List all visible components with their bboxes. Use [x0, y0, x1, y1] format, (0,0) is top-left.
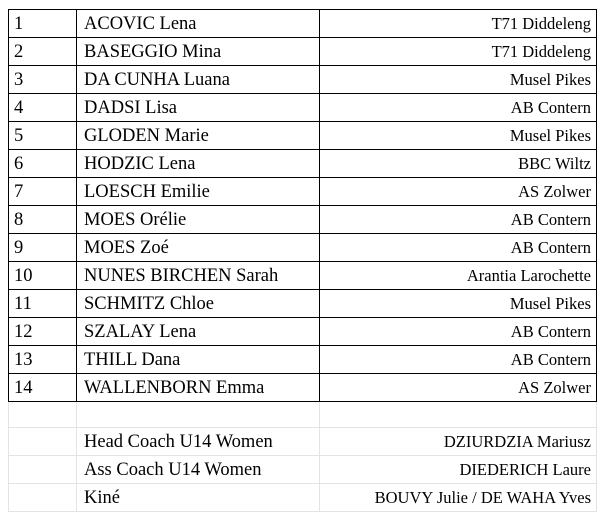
- staff-person: BOUVY Julie / DE WAHA Yves: [320, 484, 597, 512]
- table-row: [9, 178, 597, 206]
- player-club: AB Contern: [320, 206, 597, 234]
- player-number: 4: [9, 94, 77, 122]
- table-row: [9, 206, 597, 234]
- table-row: [9, 262, 597, 290]
- player-number: 10: [9, 262, 77, 290]
- player-club: T71 Diddeleng: [320, 38, 597, 66]
- table-row: [9, 150, 597, 178]
- player-club: AB Contern: [320, 94, 597, 122]
- player-name: GLODEN Marie: [77, 122, 320, 150]
- staff-row: [9, 484, 597, 512]
- player-club: AS Zolwer: [320, 374, 597, 402]
- empty-cell: [9, 484, 77, 512]
- staff-role: Kiné: [77, 484, 320, 512]
- player-number: 9: [9, 234, 77, 262]
- staff-role: Ass Coach U14 Women: [77, 456, 320, 484]
- player-club: Musel Pikes: [320, 122, 597, 150]
- player-name: THILL Dana: [77, 346, 320, 374]
- player-number: 12: [9, 318, 77, 346]
- roster-table: [8, 9, 597, 512]
- table-row: [9, 346, 597, 374]
- table-row: [9, 66, 597, 94]
- player-number: 1: [9, 10, 77, 38]
- staff-row: [9, 456, 597, 484]
- table-row: [9, 10, 597, 38]
- player-number: 11: [9, 290, 77, 318]
- player-number: 5: [9, 122, 77, 150]
- staff-person: DIEDERICH Laure: [320, 456, 597, 484]
- player-club: AS Zolwer: [320, 178, 597, 206]
- table-row: [9, 38, 597, 66]
- player-number: 7: [9, 178, 77, 206]
- player-club: Musel Pikes: [320, 66, 597, 94]
- empty-cell: [9, 456, 77, 484]
- player-number: 2: [9, 38, 77, 66]
- player-name: HODZIC Lena: [77, 150, 320, 178]
- player-name: ACOVIC Lena: [77, 10, 320, 38]
- table-row: [9, 94, 597, 122]
- player-name: MOES Orélie: [77, 206, 320, 234]
- player-name: NUNES BIRCHEN Sarah: [77, 262, 320, 290]
- table-row: [9, 234, 597, 262]
- empty-cell: [77, 402, 320, 428]
- table-row: [9, 122, 597, 150]
- staff-person: DZIURDZIA Mariusz: [320, 428, 597, 456]
- player-number: 14: [9, 374, 77, 402]
- player-name: LOESCH Emilie: [77, 178, 320, 206]
- player-club: AB Contern: [320, 234, 597, 262]
- staff-row: [9, 428, 597, 456]
- player-club: Arantia Larochette: [320, 262, 597, 290]
- player-name: SCHMITZ Chloe: [77, 290, 320, 318]
- table-row: [9, 290, 597, 318]
- empty-cell: [320, 402, 597, 428]
- staff-role: Head Coach U14 Women: [77, 428, 320, 456]
- player-name: DA CUNHA Luana: [77, 66, 320, 94]
- player-club: T71 Diddeleng: [320, 10, 597, 38]
- player-club: Musel Pikes: [320, 290, 597, 318]
- player-name: DADSI Lisa: [77, 94, 320, 122]
- empty-cell: [9, 428, 77, 456]
- empty-cell: [9, 402, 77, 428]
- player-number: 8: [9, 206, 77, 234]
- player-club: AB Contern: [320, 346, 597, 374]
- player-number: 13: [9, 346, 77, 374]
- table-row: [9, 318, 597, 346]
- player-name: WALLENBORN Emma: [77, 374, 320, 402]
- empty-row: [9, 402, 597, 428]
- player-club: AB Contern: [320, 318, 597, 346]
- player-club: BBC Wiltz: [320, 150, 597, 178]
- player-number: 3: [9, 66, 77, 94]
- player-name: SZALAY Lena: [77, 318, 320, 346]
- table-row: [9, 374, 597, 402]
- player-number: 6: [9, 150, 77, 178]
- player-name: MOES Zoé: [77, 234, 320, 262]
- player-name: BASEGGIO Mina: [77, 38, 320, 66]
